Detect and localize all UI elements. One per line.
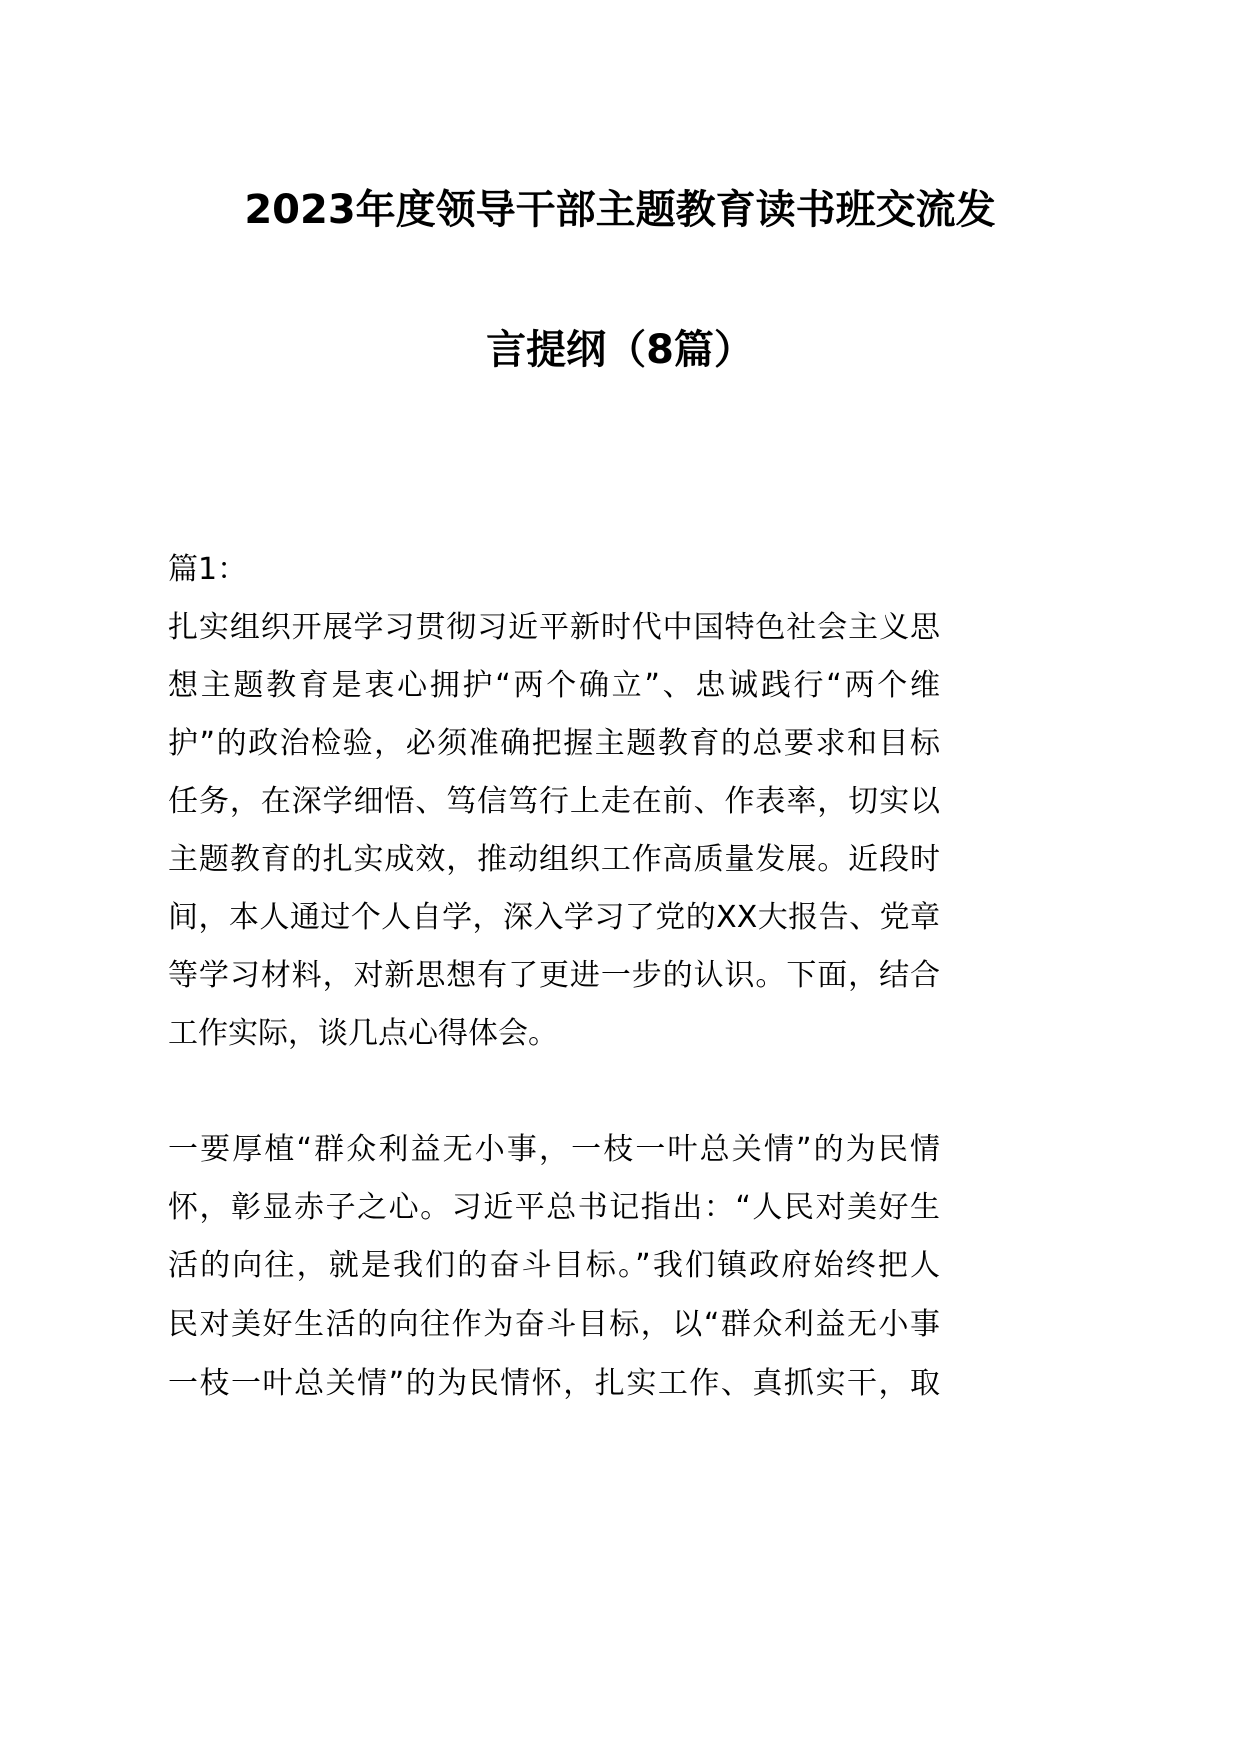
paragraph-line: 护”的政治检验，必须准确把握主题教育的总要求和目标 — [168, 726, 940, 761]
paragraph-line: 主题教育的扎实成效，推动组织工作高质量发展。近段时 — [168, 842, 940, 877]
paragraph-line: 任务，在深学细悟、笃信笃行上走在前、作表率，切实以 — [168, 784, 940, 819]
paragraph-line: 想主题教育是衷心拥护“两个确立”、忠诚践行“两个维 — [168, 668, 940, 703]
paragraph-line: 等学习材料，对新思想有了更进一步的认识。下面，结合 — [168, 958, 940, 993]
title-line-1: 2023年度领导干部主题教育读书班交流发 — [244, 187, 996, 233]
paragraph-line: 工作实际，谈几点心得体会。 — [168, 1016, 558, 1051]
title-line-2: 言提纲（8篇） — [486, 327, 754, 373]
paragraph-line: 扎实组织开展学习贯彻习近平新时代中国特色社会主义思 — [168, 610, 940, 645]
section-label: 篇1： — [168, 552, 248, 587]
paragraph-line: 民对美好生活的向往作为奋斗目标，以“群众利益无小事 — [168, 1307, 940, 1342]
paragraph-line: 活的向往，就是我们的奋斗目标。”我们镇政府始终把人 — [168, 1248, 940, 1283]
paragraph-line: 怀，彰显赤子之心。习近平总书记指出：“人民对美好生 — [168, 1190, 940, 1225]
paragraph-line: 一枝一叶总关情”的为民情怀，扎实工作、真抓实干，取 — [168, 1366, 940, 1401]
paragraph-line: 间，本人通过个人自学，深入学习了党的XX大报告、党章 — [168, 900, 940, 935]
paragraph-line: 一要厚植“群众利益无小事，一枝一叶总关情”的为民情 — [168, 1132, 940, 1167]
